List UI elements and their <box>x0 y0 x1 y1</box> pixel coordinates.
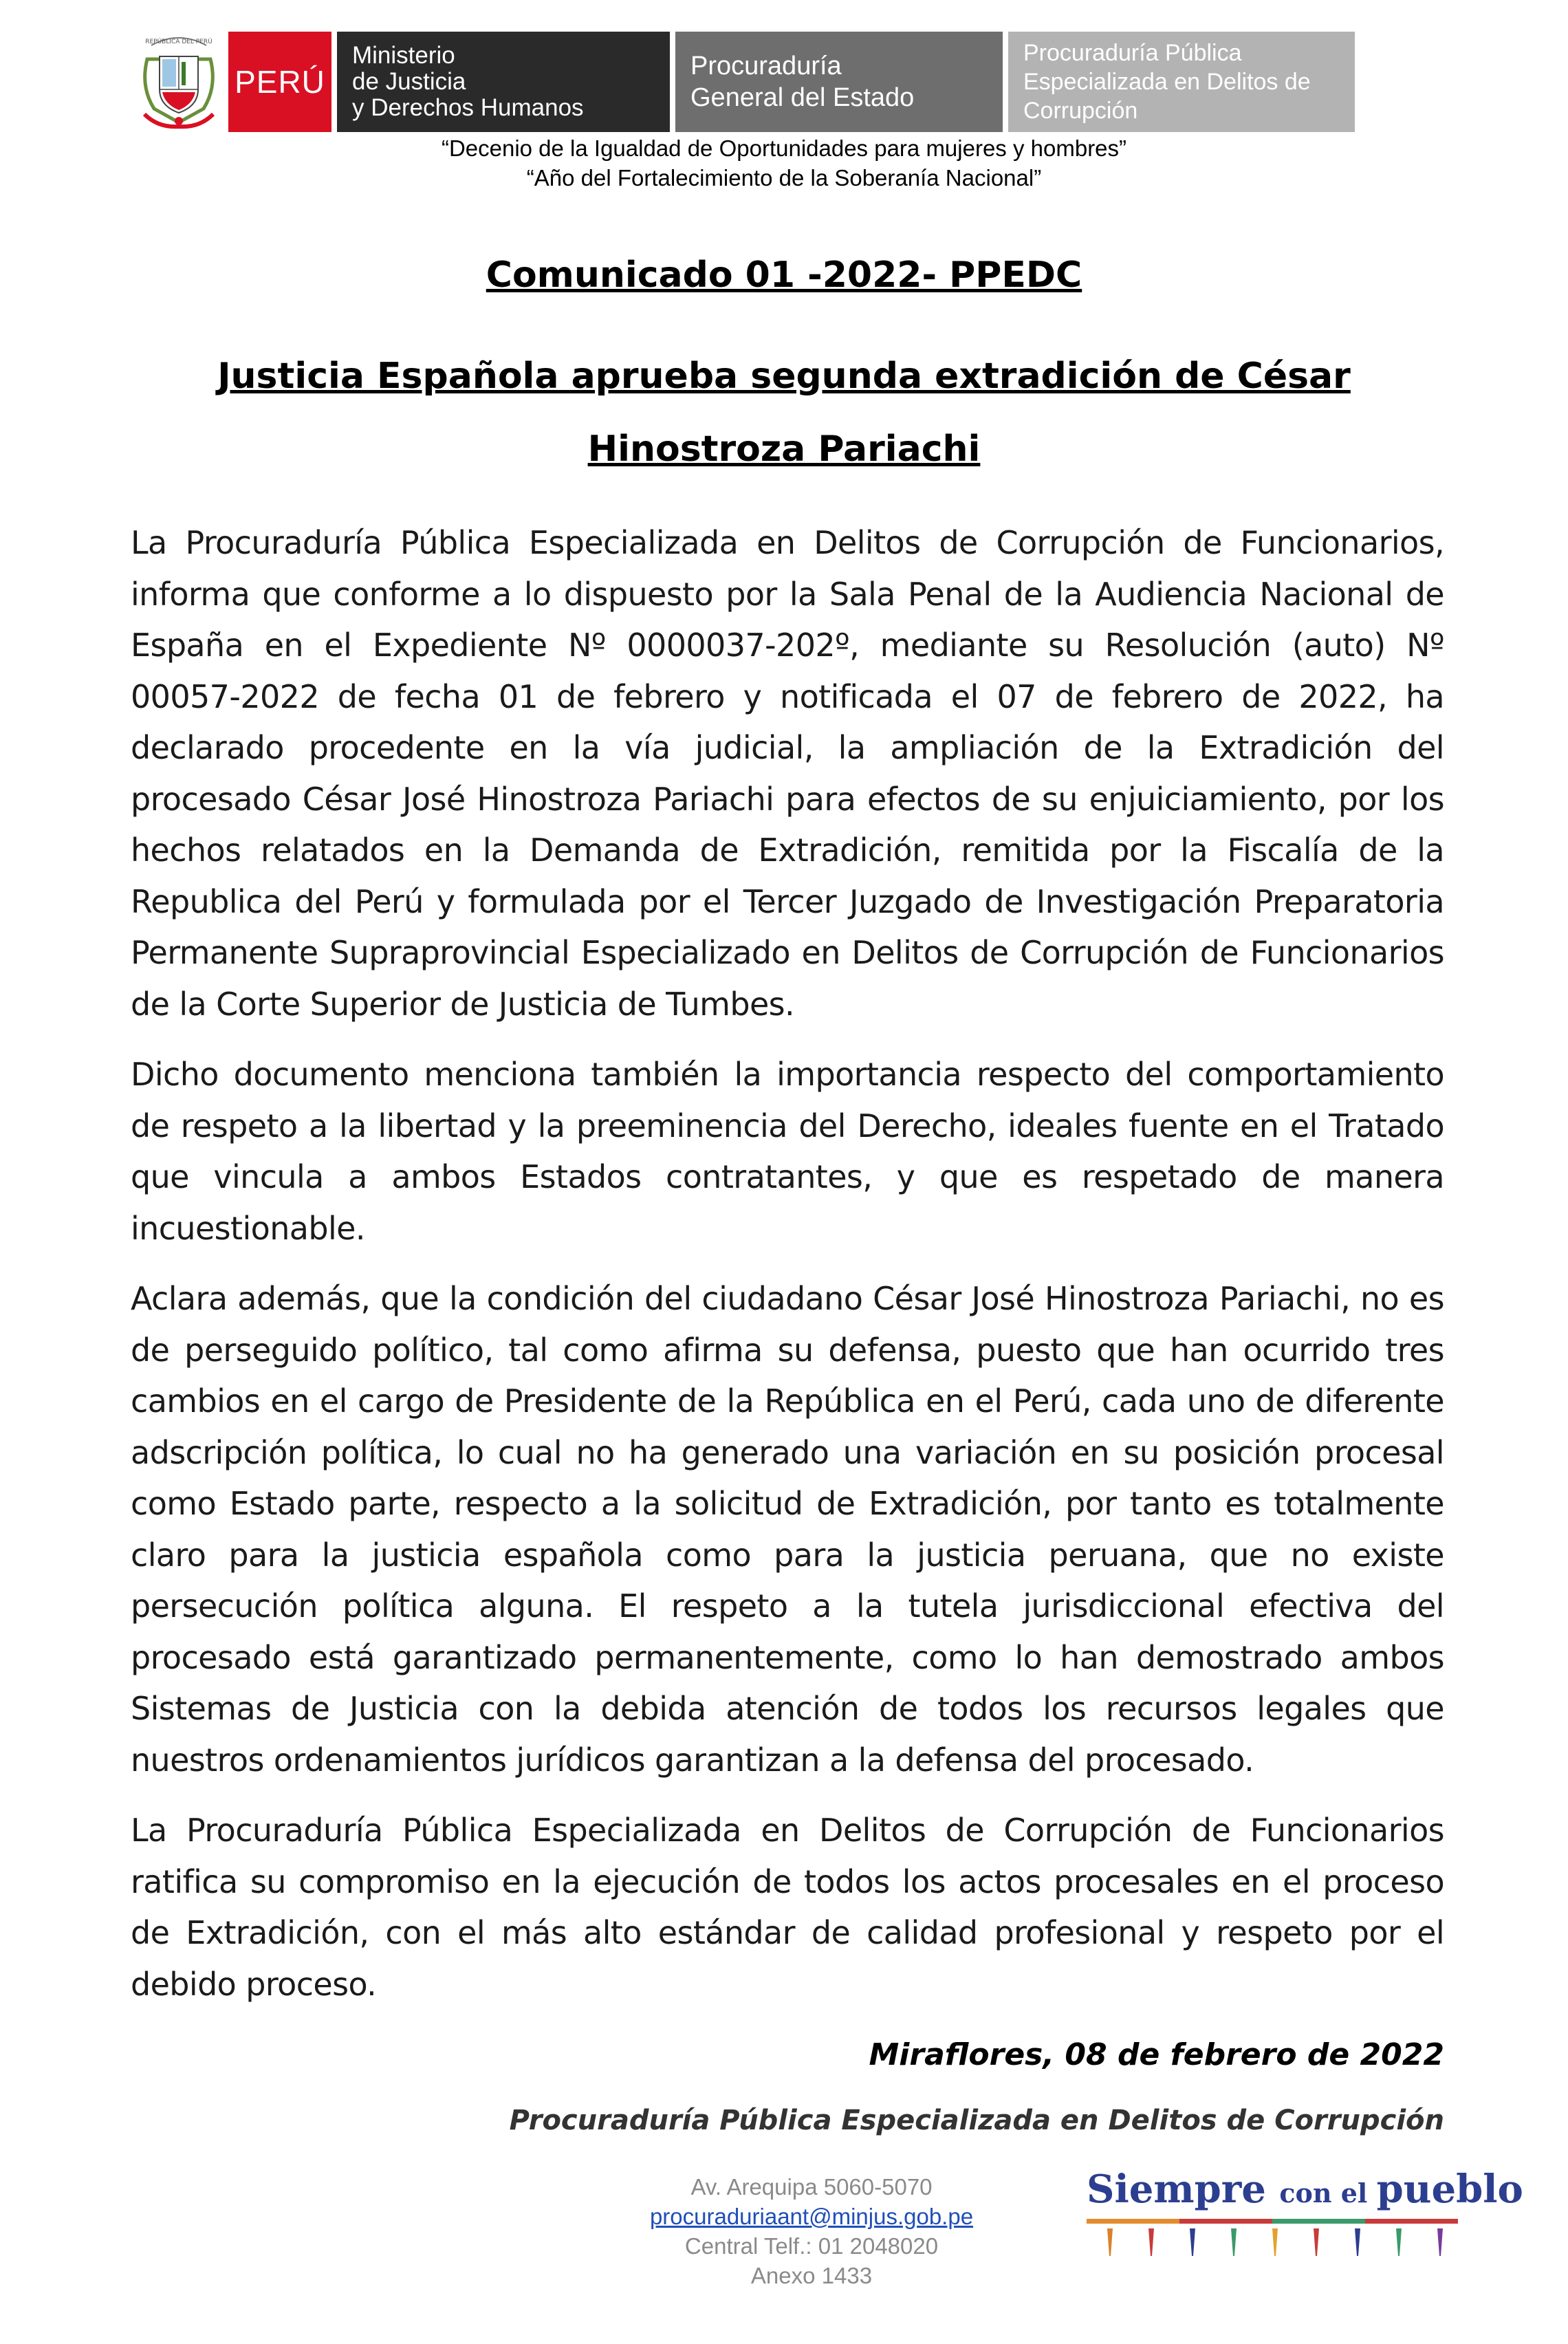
place-date: Miraflores, 08 de febrero de 2022 <box>869 2037 1444 2072</box>
procuraduria-especializada-line: Corrupción <box>1023 98 1138 124</box>
body-paragraph: Dicho documento menciona también la importancia respecto del comportamiento de respeto a la libertad y la preeminencia del Derecho, ideales fuente en el Tratado que vincula a ambos Estados contratantes, y que es respetado de manera incuestionable. <box>131 1056 1444 1247</box>
procuraduria-especializada-line: Procuraduría Pública <box>1023 40 1242 66</box>
body-paragraph: La Procuraduría Pública Especializada en Delitos de Corrupción de Funcionarios, informa que conforme a lo dispuesto por la Sala Penal de la Audiencia Nacional de España en el Expediente Nº 0000037-202º, mediante su Resolución (auto) Nº 00057-2022 de fecha 01 de febrero y notificada el 07 de febrero de 2022, ha declarado procedente en la vía judicial, la ampliación de la Extradición del procesado César José Hinostroza Pariachi para efectos de su enjuiciamiento, por los hechos relatados en la Demanda de Extradición, remitida por la Fiscalía de la Republica del Perú y formulada por el Tercer Juzgado de Investigación Preparatoria Permanente Supraprovincial Especializado en Delitos de Corrupción de Funcionarios de la Corte Superior de Justicia de Tumbes. <box>131 524 1444 1023</box>
footer-phone: Central Telf.: 01 2048020 <box>684 2233 939 2259</box>
slogan-word: Siempre <box>1087 2167 1280 2212</box>
ministry-line: Ministerio <box>352 42 455 69</box>
institutional-header <box>138 32 1355 132</box>
footer-contact <box>605 2172 1018 2290</box>
year-name-line: “Año del Fortalecimiento de la Soberanía Nacional” <box>526 165 1042 191</box>
peru-label: PERÚ <box>235 64 325 100</box>
slogan-word: pueblo <box>1376 2167 1523 2212</box>
ministry-line: y Derechos Humanos <box>352 94 584 121</box>
procuraduria-general-line: General del Estado <box>690 83 915 112</box>
ministry-box <box>337 32 670 132</box>
signer: Procuraduría Pública Especializada en Delitos de Corrupción <box>509 2105 1444 2136</box>
coat-of-arms-label: REPÚBLICA DEL PERÚ <box>145 39 213 45</box>
coat-of-arms-icon <box>138 32 220 132</box>
footer-extension: Anexo 1433 <box>750 2263 873 2288</box>
decenio-block <box>0 133 1568 193</box>
footer-email-link[interactable]: procuraduriaant@minjus.gob.pe <box>649 2204 974 2229</box>
slogan-logo <box>1087 2167 1523 2263</box>
slogan-text <box>1087 2167 1523 2212</box>
body-paragraph: La Procuraduría Pública Especializada en Delitos de Corrupción de Funcionarios ratifica su compromiso en la ejecución de todos los actos procesales en el proceso de Extradición, con el más alto estándar de calidad profesional y respeto por el debido proceso. <box>131 1812 1444 2003</box>
procuraduria-general-box <box>675 32 1003 132</box>
procuraduria-especializada-line: Especializada en Delitos de <box>1023 69 1311 95</box>
communique-title: Comunicado 01 -2022- PPEDC <box>486 254 1082 296</box>
procuraduria-especializada-box <box>1008 32 1355 132</box>
peru-brand-box <box>228 32 331 132</box>
procuraduria-general-line: Procuraduría <box>690 52 842 80</box>
decenio-line: “Decenio de la Igualdad de Oportunidades para mujeres y hombres” <box>441 135 1127 161</box>
footer-address: Av. Arequipa 5060-5070 <box>690 2174 933 2200</box>
communique-body <box>131 517 1444 2029</box>
communique-subtitle: Justicia Española aprueba segunda extradición de César Hinostroza Pariachi <box>217 356 1351 470</box>
ministry-line: de Justicia <box>352 68 466 95</box>
body-paragraph: Aclara además, que la condición del ciudadano César José Hinostroza Pariachi, no es de perseguido político, tal como afirma su defensa, puesto que han ocurrido tres cambios en el cargo de Presidente de la República en el Perú, cada uno de diferente adscripción política, lo cual no ha generado una variación en su posición procesal como Estado parte, respecto a la solicitud de Extradición, por tanto es totalmente claro para la justicia española como para la justicia peruana, que no existe persecución política alguna. El respeto a la tutela jurisdiccional efectiva del procesado está garantizado permanentemente, como lo han demostrado ambos Sistemas de Justicia con la debida atención de todos los recursos legales que nuestros ordenamientos jurídicos garantizan a la defensa del procesado. <box>131 1280 1444 1779</box>
slogan-decoration-icon <box>1087 2215 1458 2263</box>
slogan-word: con el <box>1279 2178 1377 2209</box>
